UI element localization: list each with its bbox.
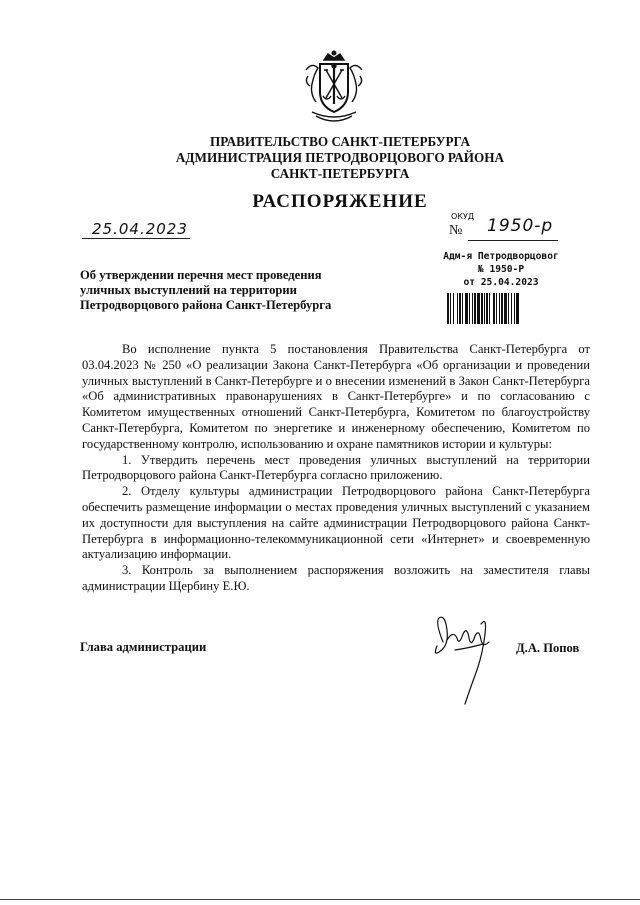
document-date-handwritten: 25.04.2023 xyxy=(92,220,188,238)
stamp-line-number: № 1950-Р xyxy=(477,264,525,275)
handwritten-signature-icon xyxy=(425,612,510,707)
issuer-line-administration: АДМИНИСТРАЦИЯ ПЕТРОДВОРЦОВОГО РАЙОНА xyxy=(175,150,505,165)
signatory-title: Глава администрации xyxy=(80,640,207,654)
registration-stamp xyxy=(423,250,579,289)
barcode-icon xyxy=(447,293,556,324)
issuer-line-city: САНКТ-ПЕТЕРБУРГА xyxy=(270,166,410,181)
issuer-line-government: ПРАВИТЕЛЬСТВО САНКТ-ПЕТЕРБУРГА xyxy=(209,134,471,149)
date-underline xyxy=(82,238,190,239)
issuer-header xyxy=(140,134,540,182)
coat-of-arms-emblem-icon xyxy=(302,50,366,126)
document-number-handwritten: 1950-р xyxy=(487,216,554,236)
signatory-name: Д.А. Попов xyxy=(516,641,580,655)
page-bottom-rule xyxy=(0,899,640,900)
document-body xyxy=(82,342,590,595)
stamp-line-date: от 25.04.2023 xyxy=(463,277,539,288)
okud-label: ОКУД xyxy=(451,212,475,221)
number-sign: № xyxy=(449,223,463,238)
body-item-1: 1. Утвердить перечень мест проведения уличных выступлений на территории Петродворцового района Санкт-Петербурга согласно приложению. xyxy=(82,452,590,483)
body-item-3: 3. Контроль за выполнением распоряжения возложить на заместителя главы администрации Щербину Е.Ю. xyxy=(82,563,590,593)
body-item-2: 2. Отделу культуры администрации Петродворцового района Санкт-Петербурга обеспечить размещение информации о местах проведения уличных выступлений с указанием их доступности для выступления на сайте администрации Петродворцового района Санкт-Петербурга в информационно-телекоммуникационной сети «Интернет» и своевременную актуализацию информации. xyxy=(82,484,590,562)
number-underline xyxy=(468,240,558,241)
document-type-title: РАСПОРЯЖЕНИЕ xyxy=(252,191,428,212)
body-preamble: Во исполнение пункта 5 постановления Правительства Санкт-Петербурга от 03.04.2023 № 250 «О реализации Закона Санкт-Петербурга «Об организации и проведении уличных выступлений в Санкт-Петербурге и о внесении изменений в Закон Санкт-Петербурга «Об административных правонарушениях в Санкт-Петербурге» и по согласованию с Комитетом имущественных отношений Санкт-Петербурга, Комитетом по благоустройству Санкт-Петербурга, Комитетом по энергетике и инженерному обеспечению, Комитетом по государственному контролю, использованию и охране памятников истории и культуры: xyxy=(82,342,590,451)
document-subject: Об утверждении перечня мест проведения уличных выступлений на территории Петродворцового района Санкт-Петербурга xyxy=(80,268,332,312)
stamp-line-organization: Адм-я Петродворцовог xyxy=(443,251,559,262)
